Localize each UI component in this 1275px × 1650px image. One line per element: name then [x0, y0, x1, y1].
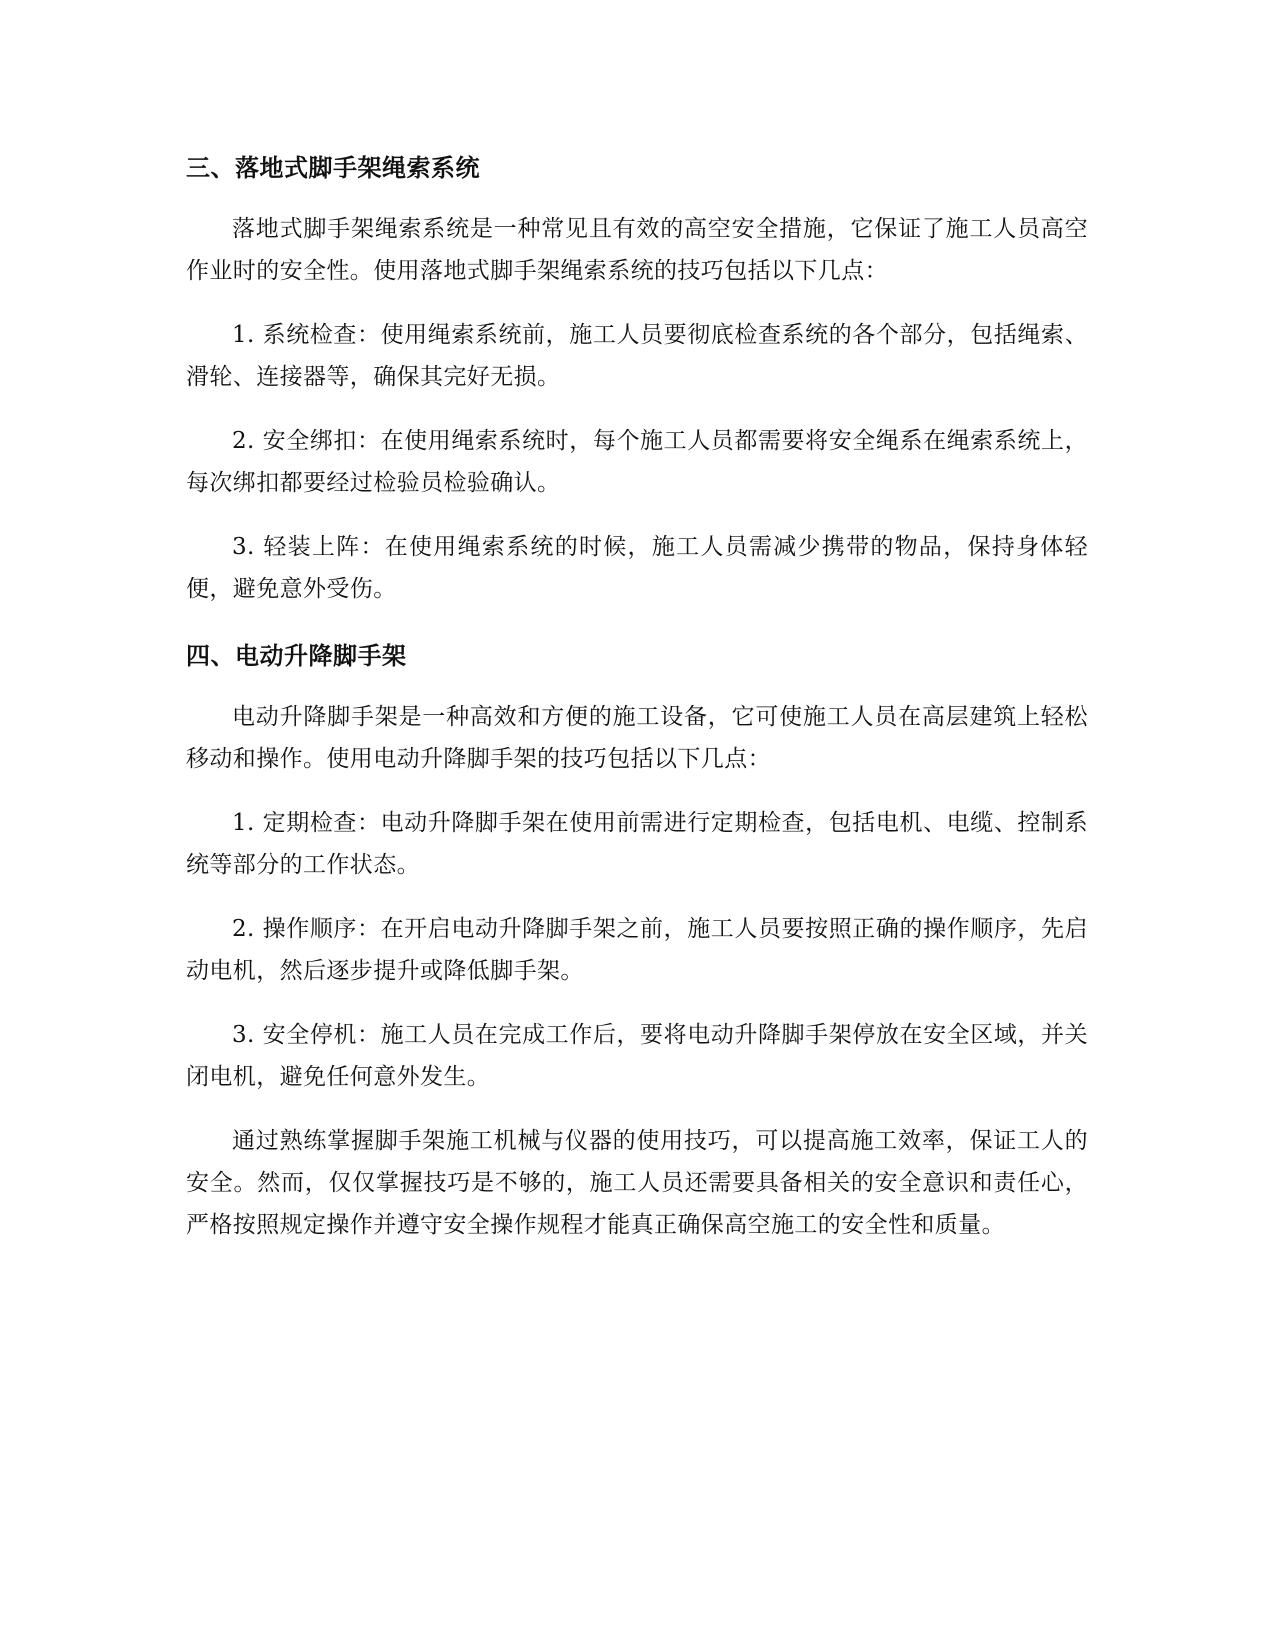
section-3-item-1: 1. 系统检查：使用绳索系统前，施工人员要彻底检查系统的各个部分，包括绳索、滑轮、连接器等，确保其完好无损。: [186, 322, 1088, 390]
document-body: [186, 146, 1088, 1268]
section-3-heading: 三、落地式脚手架绳索系统: [186, 154, 480, 182]
conclusion-paragraph: 通过熟练掌握脚手架施工机械与仪器的使用技巧，可以提高施工效率，保证工人的安全。然而，仅仅掌握技巧是不够的，施工人员还需要具备相关的安全意识和责任心，严格按照规定操作并遵守安全操作规程才能真正确保高空施工的安全性和质量。: [186, 1128, 1088, 1238]
section-3-intro: 落地式脚手架绳索系统是一种常见且有效的高空安全措施，它保证了施工人员高空作业时的安全性。使用落地式脚手架绳索系统的技巧包括以下几点：: [186, 216, 1088, 284]
section-3-item-2: 2. 安全绑扣：在使用绳索系统时，每个施工人员都需要将安全绳系在绳索系统上，每次绑扣都要经过检验员检验确认。: [186, 428, 1088, 496]
section-4-item-3: 3. 安全停机：施工人员在完成工作后，要将电动升降脚手架停放在安全区域，并关闭电机，避免任何意外发生。: [186, 1022, 1088, 1090]
section-4-intro: 电动升降脚手架是一种高效和方便的施工设备，它可使施工人员在高层建筑上轻松移动和操作。使用电动升降脚手架的技巧包括以下几点：: [186, 704, 1088, 772]
section-4-heading: 四、电动升降脚手架: [186, 642, 407, 670]
section-4-item-1: 1. 定期检查：电动升降脚手架在使用前需进行定期检查，包括电机、电缆、控制系统等部分的工作状态。: [186, 810, 1088, 878]
section-3-item-3: 3. 轻装上阵：在使用绳索系统的时候，施工人员需减少携带的物品，保持身体轻便，避免意外受伤。: [186, 534, 1088, 602]
section-4-item-2: 2. 操作顺序：在开启电动升降脚手架之前，施工人员要按照正确的操作顺序，先启动电机，然后逐步提升或降低脚手架。: [186, 916, 1088, 984]
